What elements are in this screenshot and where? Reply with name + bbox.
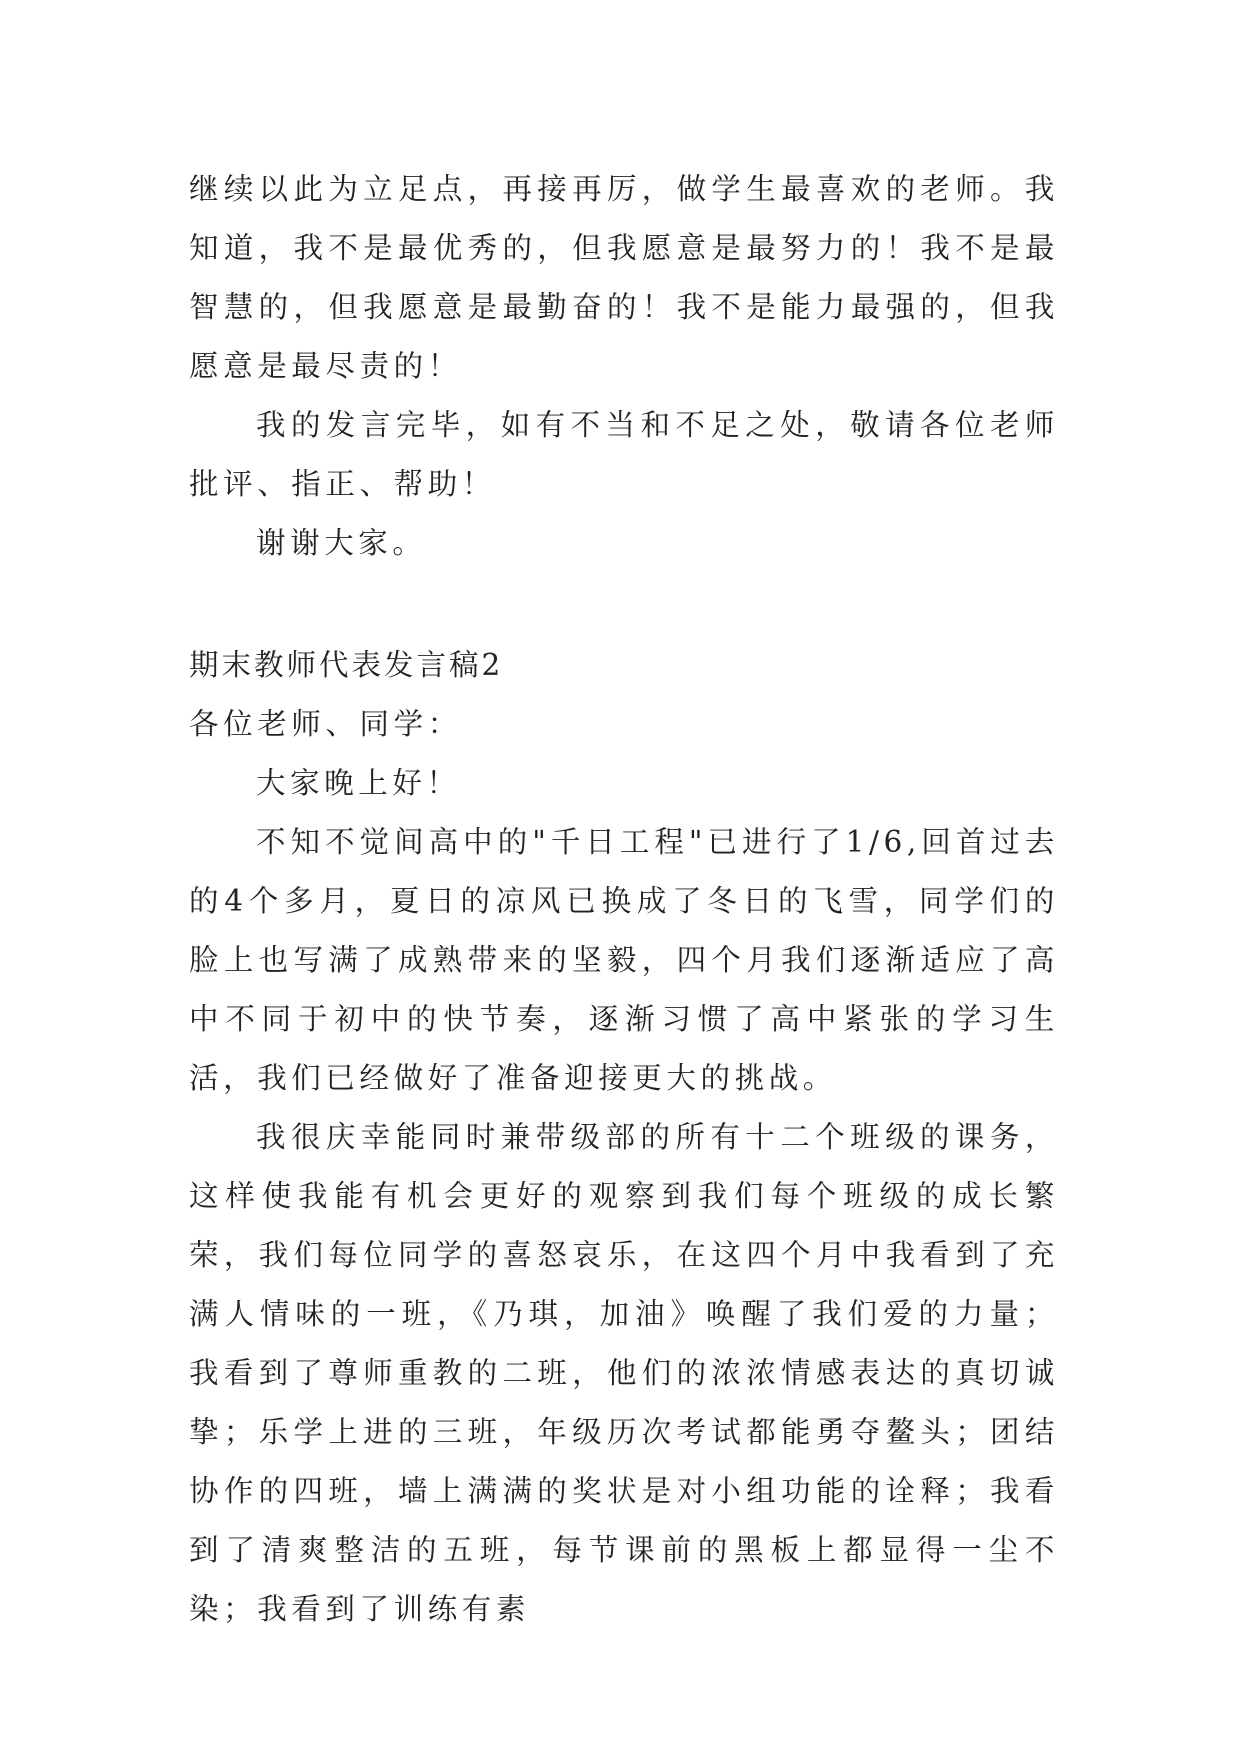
greeting: 大家晚上好！ [256,766,461,800]
salutation: 各位老师、同学： [189,707,462,741]
paragraph-class-observations: 我很庆幸能同时兼带级部的所有十二个班级的课务，这样使我能有机会更好的观察到我们每个班级的成长繁荣，我们每位同学的喜怒哀乐，在这四个月中我看到了充满人情味的一班，《乃琪，加油》唤醒了我们爱的力量；我看到了尊师重教的二班，他们的浓浓情感表达的真切诚挚；乐学上进的三班，年级历次考试都能勇夺鳌头；团结协作的四班，墙上满满的奖状是对小组功能的诠释；我看到了清爽整洁的五班，每节课前的黑板上都显得一尘不染；我看到了训练有素 [189,1120,1059,1626]
paragraph-closing-pledge: 继续以此为立足点，再接再厉，做学生最喜欢的老师。我知道，我不是最优秀的，但我愿意是最努力的！我不是最智慧的，但我愿意是最勤奋的！我不是能力最强的，但我愿意是最尽责的！ [189,172,1059,383]
section-title: 期末教师代表发言稿2 [189,648,504,682]
paragraph-speech-end: 我的发言完毕，如有不当和不足之处，敬请各位老师批评、指正、帮助！ [189,408,1059,501]
paragraph-thanks: 谢谢大家。 [256,526,427,560]
paragraph-semester-review: 不知不觉间高中的"千日工程"已进行了1/6,回首过去的4个多月，夏日的凉风已换成了冬日的飞雪，同学们的脸上也写满了成熟带来的坚毅，四个月我们逐渐适应了高中不同于初中的快节奏，逐渐习惯了高中紧张的学习生活，我们已经做好了准备迎接更大的挑战。 [189,825,1059,1095]
document-body [189,160,1059,1639]
